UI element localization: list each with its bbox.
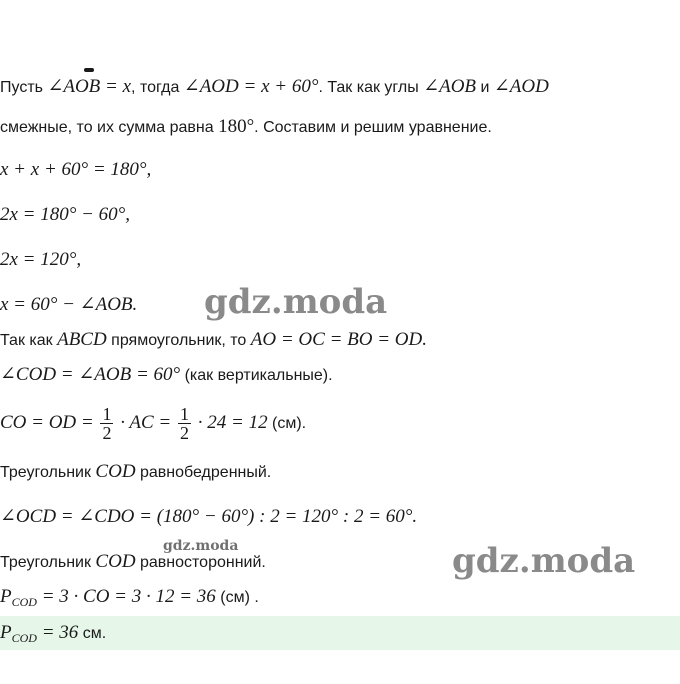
text: (как вертикальные).: [180, 367, 333, 384]
subscript: COD: [11, 631, 37, 645]
solution-line-2: [0, 116, 492, 139]
watermark: gdz.moda: [452, 541, 636, 581]
solution-line-3: [0, 159, 151, 182]
math: P: [0, 586, 12, 607]
equation: x + x + 60° = 180°,: [0, 159, 152, 180]
text: , тогда: [131, 79, 184, 96]
math: COD: [95, 461, 136, 482]
text: равнобедренный.: [135, 464, 272, 481]
watermark: gdz.moda: [163, 538, 239, 554]
text: (см) .: [215, 589, 259, 606]
text: (см).: [267, 415, 307, 432]
text: равносторонний.: [135, 554, 266, 571]
solution-line-10: [0, 461, 271, 484]
text: . Так как углы: [318, 79, 424, 96]
stray-mark: [84, 68, 94, 72]
text: Так как: [0, 332, 58, 349]
math: = 3 · CO = 3 · 12 = 36: [36, 586, 216, 607]
text: Пусть: [0, 79, 48, 96]
watermark: gdz.moda: [204, 282, 388, 322]
numerator: 1: [102, 404, 112, 425]
solution-line-9: [0, 401, 306, 446]
text: и: [476, 79, 494, 96]
denominator: 2: [102, 423, 112, 444]
text: прямоугольник, то: [106, 332, 251, 349]
math: 180°: [218, 116, 255, 137]
math: ∠AOD = x + 60°: [183, 76, 319, 97]
fraction-one-half: [100, 405, 113, 442]
text: Треугольник: [0, 554, 96, 571]
solution-line-4: [0, 204, 130, 227]
math: ABCD: [57, 329, 107, 350]
solution-line-7: [0, 329, 427, 352]
fraction-one-half: [178, 405, 191, 442]
math: ∠AOD: [493, 76, 549, 97]
math: CO = OD =: [0, 412, 99, 433]
solution-line-8: [0, 364, 333, 387]
equation: x = 60° − ∠AOB.: [0, 294, 138, 315]
math: · 24 = 12: [193, 412, 268, 433]
subscript: COD: [11, 595, 37, 609]
solution-line-6: [0, 294, 137, 317]
text: см.: [78, 625, 107, 642]
solution-line-13: [0, 586, 259, 613]
solution-answer-line: [0, 622, 106, 649]
numerator: 1: [180, 404, 189, 425]
equation: ∠OCD = ∠CDO = (180° − 60°) : 2 = 120° : 2 = 60°.: [0, 506, 418, 527]
equation: 2x = 120°,: [0, 249, 82, 270]
denominator: 2: [180, 423, 189, 444]
math: COD: [95, 551, 136, 572]
text: . Составим и решим уравнение.: [254, 119, 492, 136]
solution-line-5: [0, 249, 81, 272]
math: P: [0, 622, 12, 643]
math: · AC =: [115, 412, 176, 433]
text: Треугольник: [0, 464, 96, 481]
math: ∠AOB: [423, 76, 477, 97]
solution-line-11: [0, 506, 417, 529]
math: ∠COD = ∠AOB = 60°: [0, 364, 181, 385]
equation: 2x = 180° − 60°,: [0, 204, 131, 225]
text: смежные, то их сумма равна: [0, 119, 219, 136]
math: ∠AOB = x: [47, 76, 132, 97]
math: = 36: [36, 622, 79, 643]
math: AO = OC = BO = OD.: [250, 329, 427, 350]
solution-line-1: [0, 76, 549, 99]
solution-line-12: [0, 551, 266, 574]
